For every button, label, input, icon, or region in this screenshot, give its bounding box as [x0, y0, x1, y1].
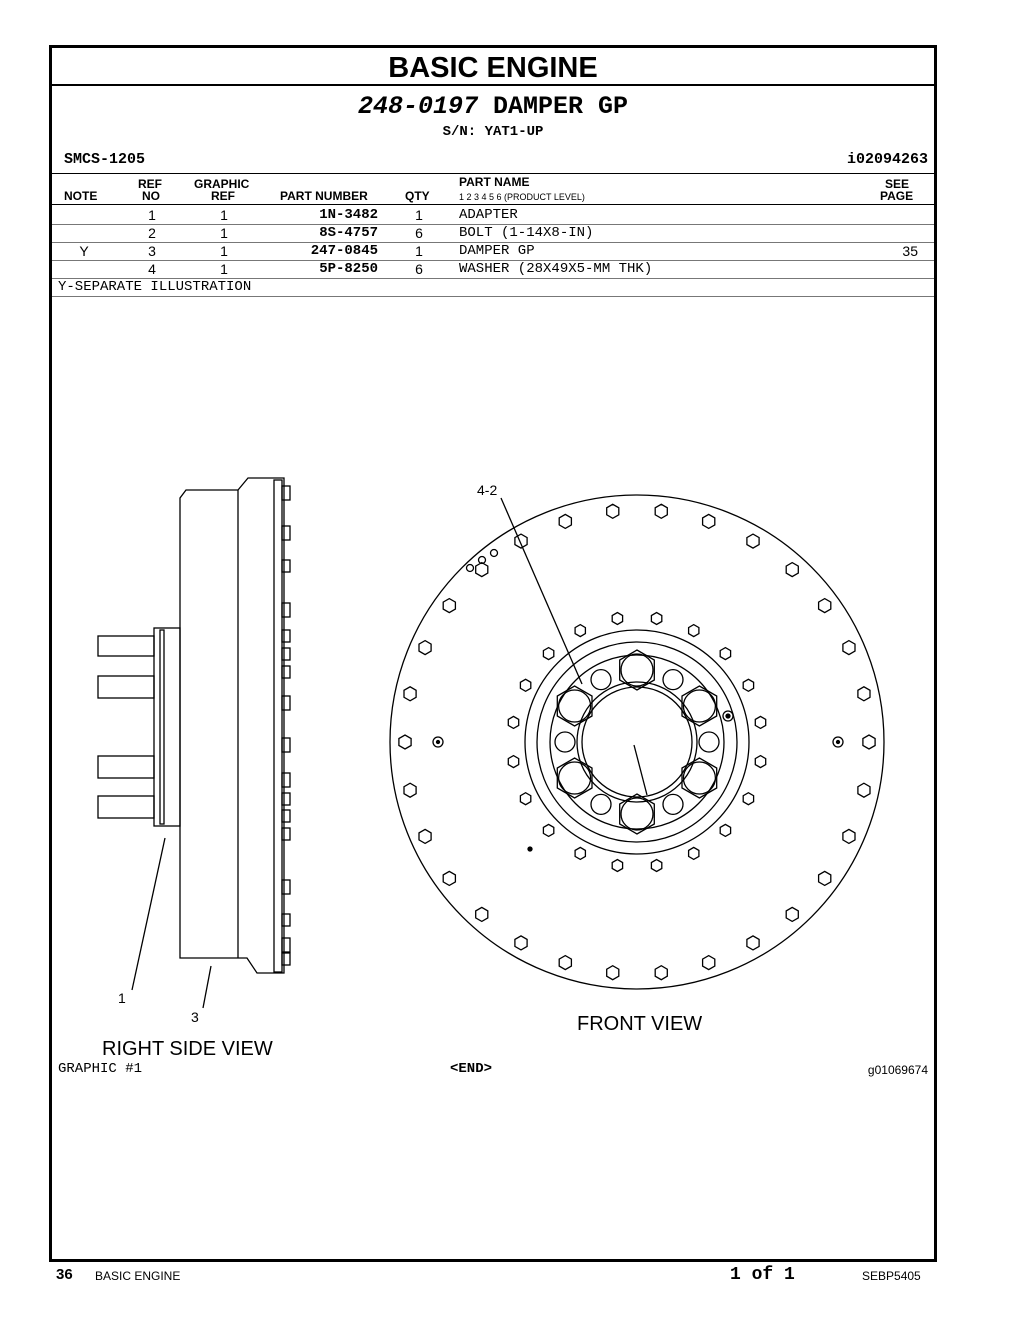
row-ref: 1 — [148, 207, 156, 223]
section-title: BASIC ENGINE — [52, 48, 934, 86]
side-view-drawing — [98, 478, 290, 1008]
header-see-top: SEE — [885, 177, 910, 191]
row-graphic-ref: 1 — [220, 243, 228, 259]
front-view-drawing — [390, 495, 884, 989]
page-frame — [49, 45, 937, 1262]
front-view-label: FRONT VIEW — [577, 1013, 703, 1035]
side-view-label: RIGHT SIDE VIEW — [102, 1038, 273, 1060]
illustration-id: i02094263 — [846, 151, 928, 168]
header-graphic-ref-bottom: REF — [211, 189, 235, 203]
row-part-name: BOLT (1-14X8-IN) — [459, 225, 594, 241]
smcs-code: SMCS-1205 — [64, 151, 146, 168]
row-see-page: 35 — [902, 243, 918, 259]
header-see-bottom: PAGE — [880, 189, 914, 203]
row-part-name: ADAPTER — [459, 207, 518, 223]
header-graphic-ref-top: GRAPHIC — [194, 177, 250, 191]
header-ref-bottom: NO — [142, 189, 160, 203]
part-number-title: 248-0197 — [357, 92, 478, 121]
header-qty: QTY — [405, 189, 430, 203]
row-qty: 6 — [415, 261, 423, 277]
row-ref: 2 — [148, 225, 156, 241]
row-ref: 4 — [148, 261, 156, 277]
row-part-number: 247-0845 — [310, 243, 378, 259]
note-legend: Y-SEPARATE ILLUSTRATION — [52, 278, 934, 297]
part-name-title: DAMPER GP — [493, 92, 629, 121]
row-graphic-ref: 1 — [220, 207, 228, 223]
footer-section: BASIC ENGINE — [95, 1269, 181, 1283]
callout-4-2: 4-2 — [477, 482, 498, 498]
row-part-number: 8S-4757 — [319, 225, 378, 241]
graphic-id: g01069674 — [867, 1063, 928, 1077]
header-note: NOTE — [64, 189, 98, 203]
parts-illustration — [52, 48, 934, 1259]
row-note: Y — [79, 243, 89, 259]
callout-1: 1 — [118, 990, 126, 1006]
callout-3: 3 — [191, 1009, 199, 1025]
row-graphic-ref: 1 — [220, 225, 228, 241]
serial-number: S/N: YAT1-UP — [442, 124, 544, 140]
row-qty: 1 — [415, 243, 423, 259]
header-ref-top: REF — [138, 177, 162, 191]
header-part-name: PART NAME — [459, 175, 530, 189]
row-part-name: DAMPER GP — [459, 243, 535, 259]
header-part-number: PART NUMBER — [280, 189, 368, 203]
header-product-levels: 1 2 3 4 5 6 (PRODUCT LEVEL) — [459, 192, 585, 202]
footer-page-number: 36 — [56, 1266, 73, 1283]
row-part-number: 1N-3482 — [319, 207, 378, 223]
row-graphic-ref: 1 — [220, 261, 228, 277]
row-qty: 1 — [415, 207, 423, 223]
row-qty: 6 — [415, 225, 423, 241]
row-part-name: WASHER (28X49X5-MM THK) — [459, 261, 653, 277]
end-marker: <END> — [450, 1061, 493, 1077]
row-part-number: 5P-8250 — [319, 261, 378, 277]
footer-document-id: SEBP5405 — [862, 1269, 921, 1283]
footer-page-of: 1 of 1 — [730, 1265, 795, 1285]
row-ref: 3 — [148, 243, 156, 259]
graphic-label: GRAPHIC #1 — [58, 1061, 143, 1077]
